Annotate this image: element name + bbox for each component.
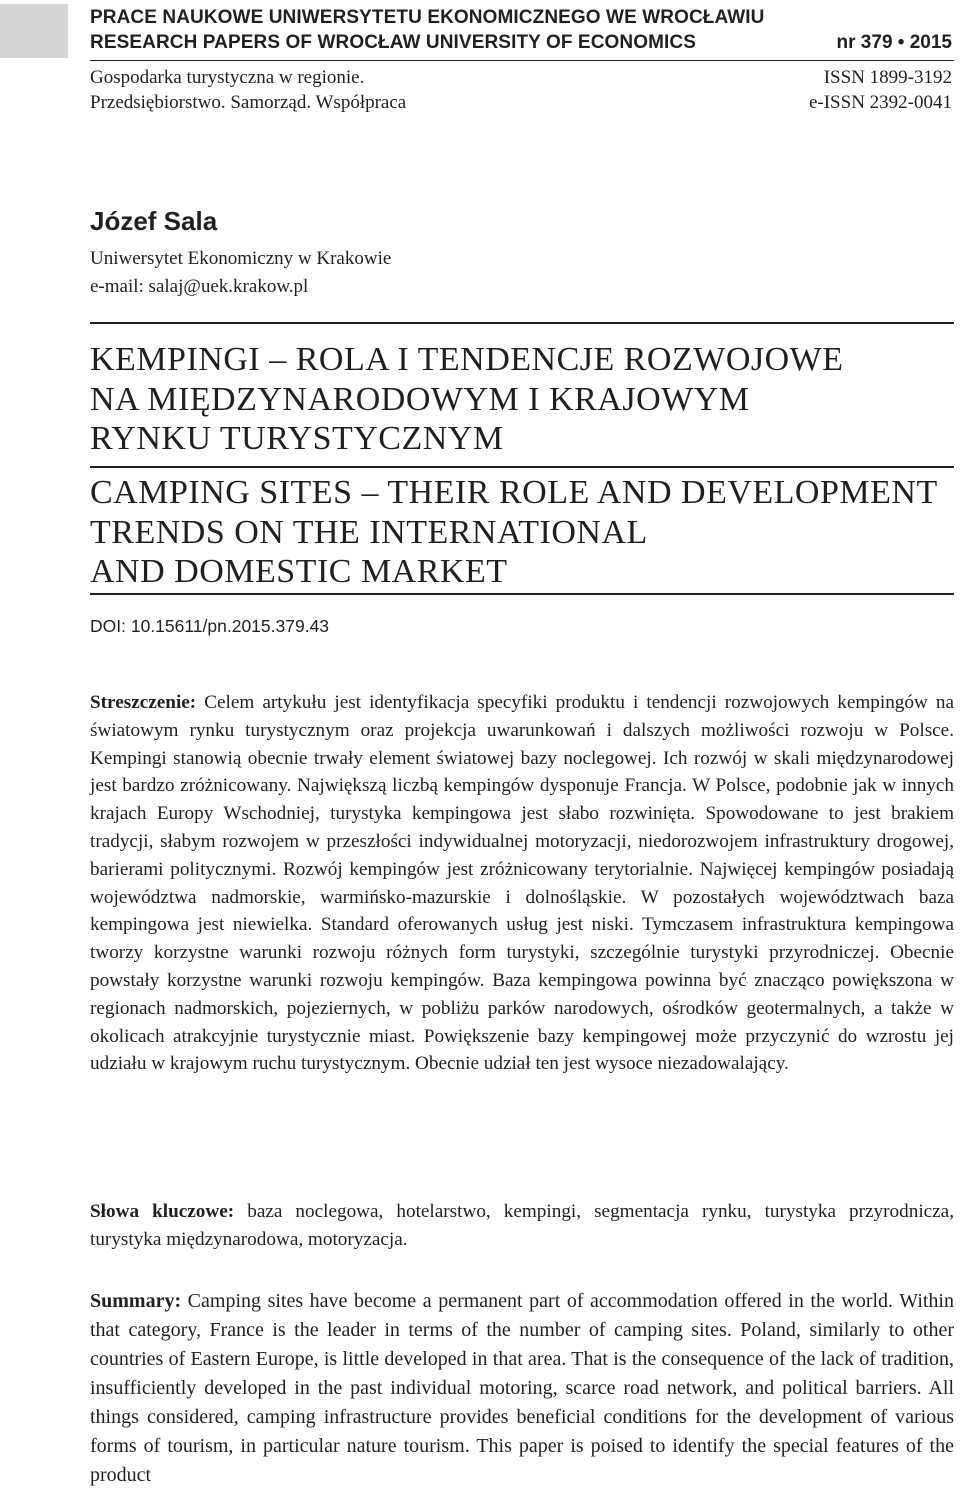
title-pl-line1: KEMPINGI – ROLA I TENDENCJE ROZWOJOWE — [90, 341, 844, 378]
abstract-pl — [90, 689, 954, 1078]
title-rule-middle — [90, 466, 954, 468]
title-en-line3: AND DOMESTIC MARKET — [90, 553, 508, 590]
issue-number: nr 379 • 2015 — [836, 32, 952, 53]
keywords-pl — [90, 1198, 954, 1254]
title-en-line1: CAMPING SITES – THEIR ROLE AND DEVELOPMENT — [90, 474, 938, 511]
title-pl-line2: NA MIĘDZYNARODOWYM I KRAJOWYM — [90, 380, 750, 418]
author-affiliation: Uniwersytet Ekonomiczny w Krakowie — [90, 248, 392, 269]
title-rule-bottom — [90, 593, 954, 595]
keywords-pl-label: Słowa kluczowe: — [90, 1201, 235, 1222]
summary-en — [90, 1287, 954, 1490]
title-rule-top — [90, 322, 954, 324]
title-pl-line3: RYNKU TURYSTYCZNYM — [90, 420, 504, 457]
summary-en-text: Camping sites have become a permanent part of accommodation offered in the world. Within that category, France is the leader in terms of the number of camping sites. Poland, similarly to other countries of Eastern Europe, is little developed in that area. That is the consequence of the lack of tradition, insufficiently developed in the past individual motoring, scarce road network, and political barriers. All things considered, camping infrastructure provides beneficial conditions for the development of various forms of tourism, in particular nature tourism. This paper is poised to identify the special features of the product — [90, 1290, 954, 1486]
abstract-pl-text: Celem artykułu jest identyfikacja specyfiki produktu i tendencji rozwojowych kempingów na światowym rynku turystycznym oraz projekcja uwarunkowań i dalszych możliwości rozwoju w Polsce. Kempingi stanowią obecnie trwały element światowej bazy noclegowej. Ich rozwój w skali międzynarodowej jest bardzo zróżnicowany. Największą liczbą kempingów dysponuje Francja. W Polsce, podobnie jak w innych krajach Europy Wschodniej, turystyka kempingowa jest słabo rozwinięta. Spowodowane to jest brakiem tradycji, słabym rozwojem w przeszłości indywidualnej motoryzacji, niedorozwojem infrastruktury drogowej, barierami politycznymi. Rozwój kempingów jest zróżnicowany terytorialnie. Najwięcej kempingów posiadają województwa nadmorskie, warmińsko-mazurskie i dolnośląskie. W pozostałych województwach baza kempingowa jest niewielka. Standard oferowanych usług jest niski. Tymczasem infrastruktura kempingowa tworzy korzystne warunki rozwoju różnych form turystyki, szczególnie turystyki przyrodniczej. Obecnie powstały korzystne warunki rozwoju kempingów. Baza kempingowa powinna być znacząco powiększona w regionach nadmorskich, pojeziernych, w pobliżu parków narodowych, ośrodków geotermalnych, a także w okolicach atrakcyjnie turystycznie miast. Powiększenie bazy kempingowej może przyczynić do wzrostu jej udziału w krajowym ruchu turystycznym. Obecnie udział ten jest wysoce niezadowalający. — [90, 692, 954, 1075]
title-en-line2: TRENDS ON THE INTERNATIONAL — [90, 513, 648, 551]
abstract-pl-label: Streszczenie: — [90, 692, 197, 713]
article-title-en — [90, 473, 950, 592]
volume-title-line1: Gospodarka turystyczna w regionie. — [90, 67, 365, 88]
header-gray-block — [0, 4, 68, 58]
header-rule — [90, 60, 954, 61]
keywords-pl-text: baza noclegowa, hotelarstwo, kempingi, segmentacja rynku, turystyka przyrodnicza, turystyka międzynarodowa, motoryzacja. — [90, 1201, 954, 1250]
series-title-en: RESEARCH PAPERS OF WROCŁAW UNIVERSITY OF ECONOMICS — [90, 32, 697, 53]
author-name: Józef Sala — [90, 206, 218, 236]
issn: ISSN 1899-3192 — [823, 67, 952, 88]
series-title-pl: PRACE NAUKOWE UNIWERSYTETU EKONOMICZNEGO WE WROCŁAWIU — [90, 7, 765, 28]
author-email: e-mail: salaj@uek.krakow.pl — [90, 276, 309, 297]
doi: DOI: 10.15611/pn.2015.379.43 — [90, 616, 330, 636]
eissn: e-ISSN 2392-0041 — [808, 92, 952, 113]
summary-en-label: Summary: — [90, 1290, 182, 1312]
volume-title-line2: Przedsiębiorstwo. Samorząd. Współpraca — [90, 92, 407, 113]
article-title-pl — [90, 340, 950, 459]
